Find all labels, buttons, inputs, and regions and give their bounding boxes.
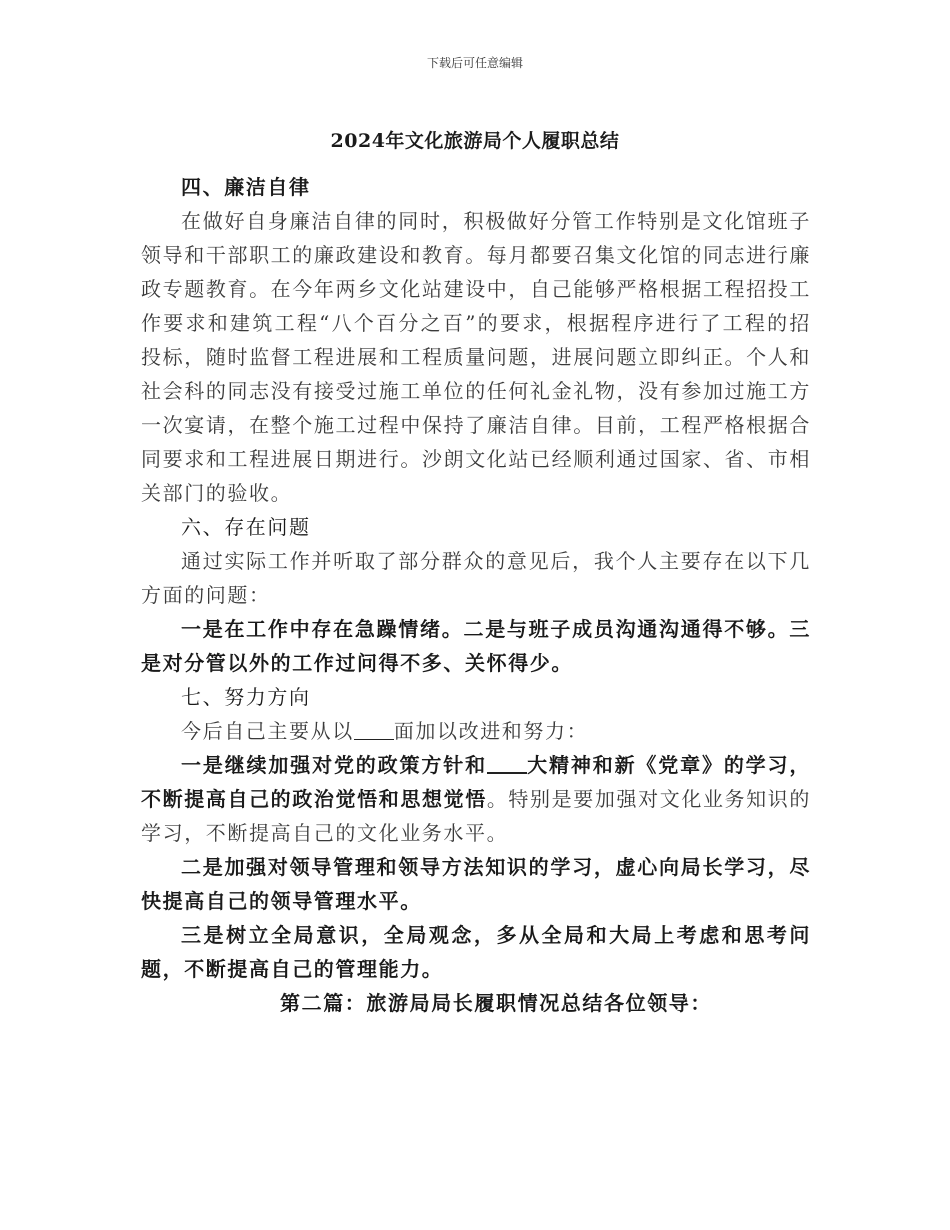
section-heading-direction: 七、努力方向 (181, 685, 311, 709)
paragraph-problems-intro: 通过实际工作并听取了部分群众的意见后，我个人主要存在以下几方面的问题： (141, 549, 811, 607)
paragraph-integrity: 在做好自身廉洁自律的同时，积极做好分管工作特别是文化馆班子领导和干部职工的廉政建设和教育。每月都要召集文化馆的同志进行廉政专题教育。在今年两乡文化站建设中，自己能够严格根据工程招投工作要求和建筑工程“八个百分之百”的要求，根据程序进行了工程的招投标，随时监督工程进展和工程质量问题，进展问题立即纠正。个人和社会科的同志没有接受过施工单位的任何礼金礼物，没有参加过施工方一次宴请，在整个施工过程中保持了廉洁自律。目前，工程严格根据合同要求和工程进展日期进行。沙朗文化站已经顺利通过国家、省、市相关部门的验收。 (141, 209, 811, 505)
paragraph-problems-list: 一是在工作中存在急躁情绪。二是与班子成员沟通沟通得不够。三是对分管以外的工作过问得不多、关怀得少。 (141, 617, 811, 675)
direction-one-part-b: 大精神和新《党章》的学习，不断提高自己的政治觉悟和思想觉悟 (141, 753, 811, 811)
document-title: 2024年文化旅游局个人履职总结 (330, 130, 620, 152)
header-note: 下载后可任意编辑 (426, 56, 523, 70)
blank-line (487, 752, 527, 774)
direction-intro-part-b: 面加以改进和努力： (393, 719, 589, 743)
paragraph-direction-three: 三是树立全局意识，全局观念，多从全局和大局上考虑和思考问题，不断提高自己的管理能力。 (141, 923, 811, 981)
section-heading-integrity: 四、廉洁自律 (181, 175, 311, 199)
section-heading-problems: 六、存在问题 (181, 515, 311, 539)
part-two-title: 第二篇：旅游局局长履职情况总结各位领导： (280, 991, 712, 1015)
direction-one-part-a: 一是继续加强对党的政策方针和 (181, 753, 487, 777)
paragraph-direction-two: 二是加强对领导管理和领导方法知识的学习，虚心向局长学习，尽快提高自己的领导管理水平。 (141, 855, 811, 913)
direction-intro-part-a: 今后自己主要从以 (181, 719, 354, 743)
direction-one-part-c: 。特别是要加强对文化业务知识的学习，不断提高自己的文化业务水平。 (141, 787, 811, 845)
paragraph-direction-one (141, 748, 811, 850)
document-body (141, 170, 811, 1020)
paragraph-direction-intro (141, 714, 811, 748)
blank-line (354, 719, 394, 740)
